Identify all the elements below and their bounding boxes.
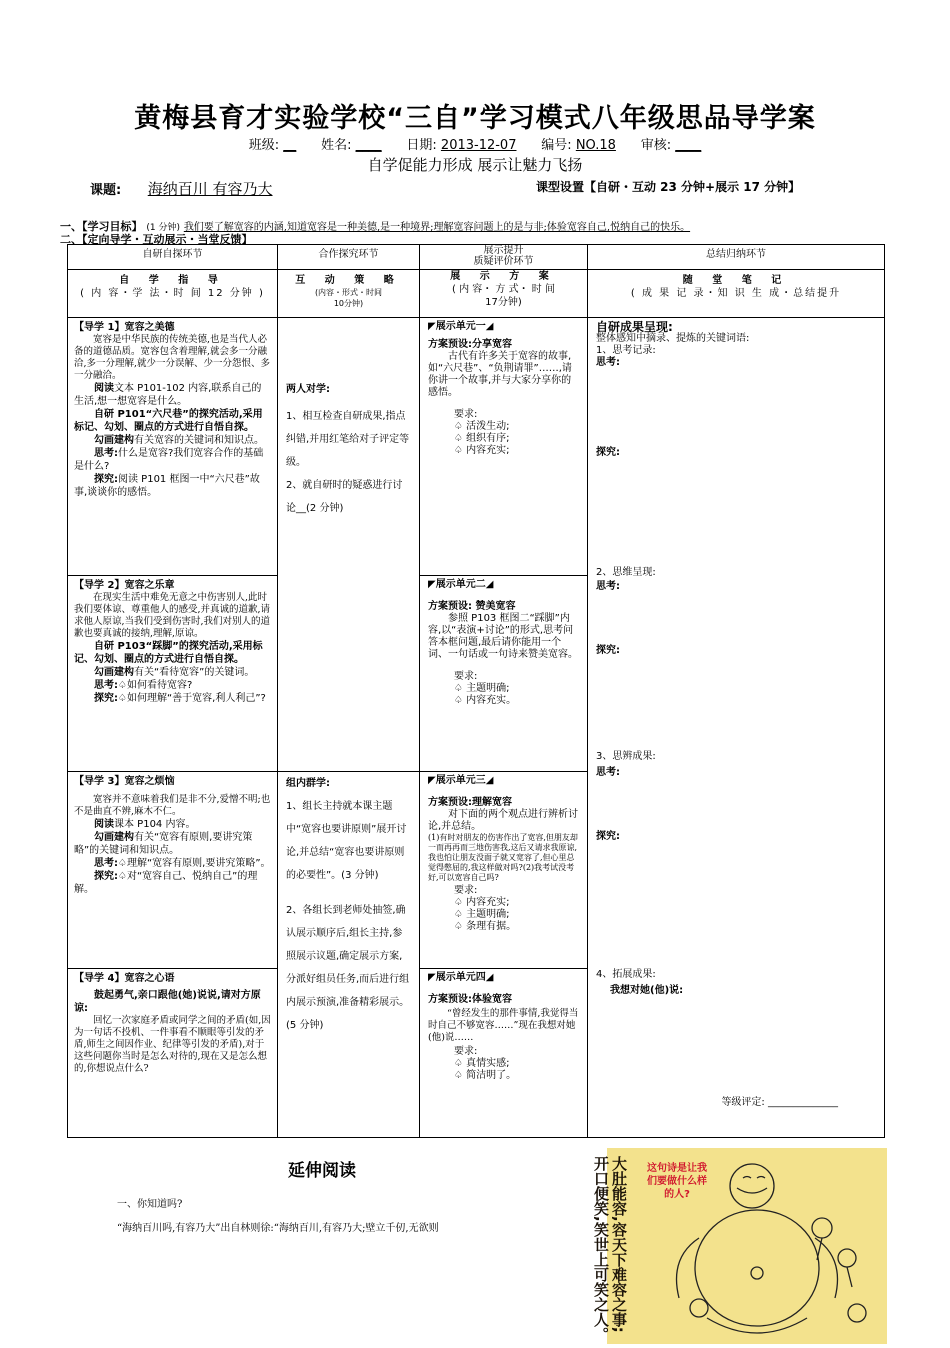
date-label: 日期: bbox=[406, 138, 437, 153]
guide-1 bbox=[68, 318, 278, 576]
pair-item: 2、就自研时的疑惑进行讨论__(2 分钟) bbox=[286, 480, 403, 514]
guide-text: ♤理解“宽容有原则,要讲究策略”。 bbox=[118, 858, 271, 869]
display-req-label: 要求: bbox=[454, 885, 478, 896]
extension-question: 一、你知道吗? bbox=[117, 1199, 183, 1210]
explore-label: 探究: bbox=[596, 645, 620, 656]
guide-intro: 在现实生活中难免无意之中伤害别人,此时我们要体谅、尊重他人的感受,并真诚的道歉,请求他人原谅,当我们受到伤害时,我们对别人的道歉也要真诚的接纳,理解,原谅。 bbox=[74, 592, 271, 639]
guide-title: 【导学 1】宽容之美德 bbox=[74, 322, 175, 333]
cooperation-pair bbox=[278, 318, 420, 772]
sub-display bbox=[420, 270, 588, 318]
header-self-study: 自研自探环节 bbox=[68, 245, 278, 270]
sub-detail: ( 内 容・学 法・时 间 12 分钟 ) bbox=[80, 288, 265, 299]
couplet-right: 大肚能容,容天下难容之事; bbox=[610, 1156, 628, 1333]
display-req-label: 要求: bbox=[454, 1046, 478, 1057]
display-unit-label: ◤展示单元四◢ bbox=[428, 972, 494, 983]
review-label: 审核: bbox=[640, 138, 672, 153]
guide-key: 自研 P103“踩脚”的探究活动,采用标记、勾划、圈点的方式进行自悟自探。 bbox=[74, 641, 263, 665]
notes-s4: 4、拓展成果: bbox=[596, 969, 656, 980]
notes-intro: 整体感知中摘录、提炼的关键词语: bbox=[596, 333, 750, 344]
guide-key: 探究: bbox=[94, 474, 118, 485]
pair-title: 两人对学: bbox=[286, 384, 330, 395]
number-value: NO.18 bbox=[575, 138, 616, 153]
think-label: 思考: bbox=[596, 357, 620, 368]
guide-key: 思考: bbox=[94, 448, 118, 459]
display-req-label: 要求: bbox=[454, 671, 478, 682]
goal-time: (1 分钟) bbox=[146, 223, 180, 233]
think-label: 思考: bbox=[596, 767, 620, 778]
guide-text: 阅读 P101 框图一中“六尺巷”故事,谈谈你的感悟。 bbox=[74, 474, 260, 498]
guide-key: 勾画建构 bbox=[94, 667, 134, 678]
notes-s3: 3、思辨成果: bbox=[596, 751, 656, 762]
display-plan: 方案预设:体验宽容 bbox=[428, 994, 512, 1005]
display-text: 对下面的两个观点进行辨析讨论,并总结。 bbox=[428, 809, 578, 832]
think-label: 思考: bbox=[596, 581, 620, 592]
laughing-buddha-illustration bbox=[592, 1148, 887, 1344]
cooperation-group bbox=[278, 772, 420, 1138]
guide-text: ♤如何理解“善于宽容,利人利己”? bbox=[118, 693, 266, 704]
group-item: 2、各组长到老师处抽签,确认展示顺序后,组长主持,参照展示议题,确定展示方案,分派好组员任务,而后进行组内展示预演,准备精彩展示。(5 分钟) bbox=[286, 905, 410, 1031]
guide-key: 探究: bbox=[94, 871, 118, 882]
class-field[interactable]: __ bbox=[283, 138, 297, 153]
explore-label: 探究: bbox=[596, 831, 620, 842]
grade-field[interactable]: 等级评定: ______________ bbox=[721, 1097, 838, 1108]
review-field[interactable]: ____ bbox=[675, 138, 702, 153]
notes-column bbox=[588, 318, 885, 1138]
guide-text: 有关宽容的关键词和知识点。 bbox=[134, 435, 264, 446]
notes-title: 自研成果呈现: bbox=[596, 320, 673, 334]
pair-item: 1、相互检查自研成果,指点纠错,并用红笔给对子评定等级。 bbox=[286, 411, 410, 468]
guide-key: 思考: bbox=[94, 858, 118, 869]
guide-title: 【导学 2】宽容之乐章 bbox=[74, 580, 175, 591]
guide-title: 【导学 3】宽容之烦恼 bbox=[74, 776, 175, 787]
sub-title: 展 示 方 案 bbox=[450, 271, 557, 282]
lesson-setting: 课型设置【自研・互动 23 分钟+展示 17 分钟】 bbox=[536, 180, 801, 194]
sub-cooperation bbox=[278, 270, 420, 318]
guide-text: 有关“看待宽容”的关键词。 bbox=[134, 667, 255, 678]
display-plan: 方案预设:理解宽容 bbox=[428, 797, 512, 808]
guide-key: 探究: bbox=[94, 693, 118, 704]
sub-title: 互 动 策 略 bbox=[295, 275, 402, 286]
display-req: ♤ 活泼生动; bbox=[454, 421, 510, 432]
header-summary: 总结归纳环节 bbox=[588, 245, 885, 270]
guide-text: ♤对“宽容自己、悦纳自己”的理解。 bbox=[74, 871, 258, 895]
guide-key: 勾画建构 bbox=[94, 832, 134, 843]
display-unit-1 bbox=[420, 318, 588, 576]
extension-title: 延伸阅读 bbox=[288, 1161, 356, 1181]
display-req: ♤ 条理有据。 bbox=[454, 921, 517, 932]
date-value: 2013-12-07 bbox=[440, 138, 517, 153]
display-req: ♤ 真情实感; bbox=[454, 1058, 510, 1069]
guide-key: 思考: bbox=[94, 680, 118, 691]
guide-3 bbox=[68, 772, 278, 969]
header-cooperation: 合作探究环节 bbox=[278, 245, 420, 270]
topic-row bbox=[90, 178, 273, 199]
guide-key: 自研 P101“六尺巷”的探究活动,采用标记、勾划、圈点的方式进行自悟自探。 bbox=[74, 409, 263, 433]
goal-text: 我们要了解宽容的内涵,知道宽容是一种美德,是一种境界;理解宽容问题上的是与非;体验宽容自己,悦纳自己的快乐。 bbox=[183, 222, 691, 233]
sub-detail: ( 内 容・ 方 式・ 时 间 17分钟) bbox=[452, 284, 555, 308]
topic-value: 海纳百川 有容乃大 bbox=[147, 180, 273, 198]
class-label: 班级: bbox=[248, 138, 280, 153]
guide-intro: 宽容并不意味着我们是非不分,爱憎不明;也不是曲直不辨,麻木不仁。 bbox=[74, 794, 271, 817]
guide-2 bbox=[68, 576, 278, 772]
notes-s1: 1、思考记录: bbox=[596, 345, 656, 356]
couplet-left: 开口便笑,笑世上可笑之人。 bbox=[592, 1156, 610, 1342]
display-text: 古代有许多关于宽容的故事,如“六尺巷”、“负荆请罪”……,请你讲一个故事,并与大家分享你的感悟。 bbox=[428, 351, 572, 398]
guide-intro: 宽容是中华民族的传统美德,也是当代人必备的道德品质。宽容包含着理解,就会多一分融洽,多一分理解,就少一分误解、少一分怨恨、多一分融洽。 bbox=[74, 334, 271, 381]
guide-key: 阅读 bbox=[94, 383, 114, 394]
extension-text: “海纳百川吗,有容乃大”出自林则徐:“海纳百川,有容乃大;壁立千仞,无欲则 bbox=[117, 1223, 439, 1234]
display-req: ♤ 主题明确; bbox=[454, 683, 510, 694]
topic-label: 课题: bbox=[90, 183, 122, 198]
guide-text: 文本 P101-102 内容,联系自己的生活,想一想宽容是什么。 bbox=[74, 383, 262, 407]
display-req-label: 要求: bbox=[454, 409, 478, 420]
sub-self-study bbox=[68, 270, 278, 318]
display-unit-label: ◤展示单元一◢ bbox=[428, 321, 494, 332]
display-unit-label: ◤展示单元二◢ bbox=[428, 579, 494, 590]
sub-summary bbox=[588, 270, 885, 318]
sub-title: 自 学 指 导 bbox=[119, 275, 226, 286]
display-req: ♤ 组织有序; bbox=[454, 433, 510, 444]
question-bubble: 这句诗是让我们要做什么样的人? bbox=[647, 1163, 707, 1200]
display-unit-3 bbox=[420, 772, 588, 969]
display-text: “曾经发生的那件事情,我觉得当时自己不够宽容……”现在我想对她(他)说…… bbox=[428, 1008, 579, 1043]
name-field[interactable]: ____ bbox=[355, 138, 382, 153]
display-plan: 方案预设:分享宽容 bbox=[428, 339, 512, 350]
guide-text: 有关“宽容有原则,要讲究策略”的关键词和知识点。 bbox=[74, 832, 253, 856]
section-two-heading: 二、【定向导学・互动展示・当堂反馈】 bbox=[60, 233, 253, 246]
notes-s2: 2、思维呈现: bbox=[596, 567, 656, 578]
sub-detail: (内容・形式・时间 10分钟) bbox=[314, 288, 383, 308]
guide-outro: 回忆一次家庭矛盾或同学之间的矛盾(如,因为一句话不投机、一件事看不顺眼等引发的矛盾,师生之间因作业、纪律等引发的矛盾),对于这些问题你当时是怎么对待的,现在又是怎么想的,你想说点什么? bbox=[74, 1015, 271, 1074]
guide-text: 课本 P104 内容。 bbox=[114, 819, 196, 830]
number-label: 编号: bbox=[541, 138, 572, 153]
guide-text: ♤如何看待宽容? bbox=[118, 680, 193, 691]
display-req: ♤ 内容充实; bbox=[454, 897, 510, 908]
header-display: 展示提升 质疑评价环节 bbox=[420, 245, 588, 270]
say-label: 我想对她(他)说: bbox=[610, 985, 684, 996]
display-unit-4 bbox=[420, 969, 588, 1138]
display-req: ♤ 内容充实。 bbox=[454, 695, 517, 706]
explore-label: 探究: bbox=[596, 447, 620, 458]
display-req: ♤ 内容充实; bbox=[454, 445, 510, 456]
guide-table bbox=[67, 244, 885, 1138]
display-unit-label: ◤展示单元三◢ bbox=[428, 775, 494, 786]
group-title: 组内群学: bbox=[286, 778, 330, 789]
display-text: 参照 P103 框图二“踩脚”内容,以“表演+讨论”的形式,思考问答本框问题,最后请你能用一个词、一句话或一句诗来赞美宽容。 bbox=[428, 613, 578, 660]
display-extra: (1)有时对朋友的伤害作出了宽容,但朋友却一而再再而三地伤害我,这后又请求我原谅,我也怕让朋友没面子就又宽容了,但心里总觉得憋屈的,我这样做对吗?(2)我考试没考好,可以宽容自己吗? bbox=[428, 833, 578, 882]
meta-row bbox=[0, 134, 950, 153]
slogan: 自学促能力形成 展示让魅力飞扬 bbox=[367, 156, 583, 174]
group-item: 1、组长主持就本课主题中“宽容也要讲原则”展开讨论,并总结“宽容也要讲原则的必要性”。(3 分钟) bbox=[286, 801, 407, 881]
guide-key: 鼓起勇气,亲口跟他(她)说说,请对方原谅: bbox=[74, 990, 261, 1014]
display-req: ♤ 简洁明了。 bbox=[454, 1070, 517, 1081]
display-plan: 方案预设: 赞美宽容 bbox=[428, 601, 516, 612]
goal-label: 一、【学习目标】 bbox=[60, 220, 143, 233]
guide-text: 什么是宽容?我们宽容合作的基础是什么? bbox=[74, 448, 264, 472]
page-title: 黄梅县育才实验学校“三自”学习模式八年级思品导学案 bbox=[134, 103, 816, 134]
sub-title: 随 堂 笔 记 bbox=[682, 275, 790, 286]
sub-detail: ( 成 果 记 录・知 识 生 成・总结提升 bbox=[630, 288, 842, 299]
name-label: 姓名: bbox=[321, 138, 352, 153]
guide-title: 【导学 4】宽容之心语 bbox=[74, 973, 175, 984]
guide-key: 阅读 bbox=[94, 819, 114, 830]
display-unit-2 bbox=[420, 576, 588, 772]
guide-4 bbox=[68, 969, 278, 1138]
display-req: ♤ 主题明确; bbox=[454, 909, 510, 920]
guide-key: 勾画建构 bbox=[94, 435, 134, 446]
